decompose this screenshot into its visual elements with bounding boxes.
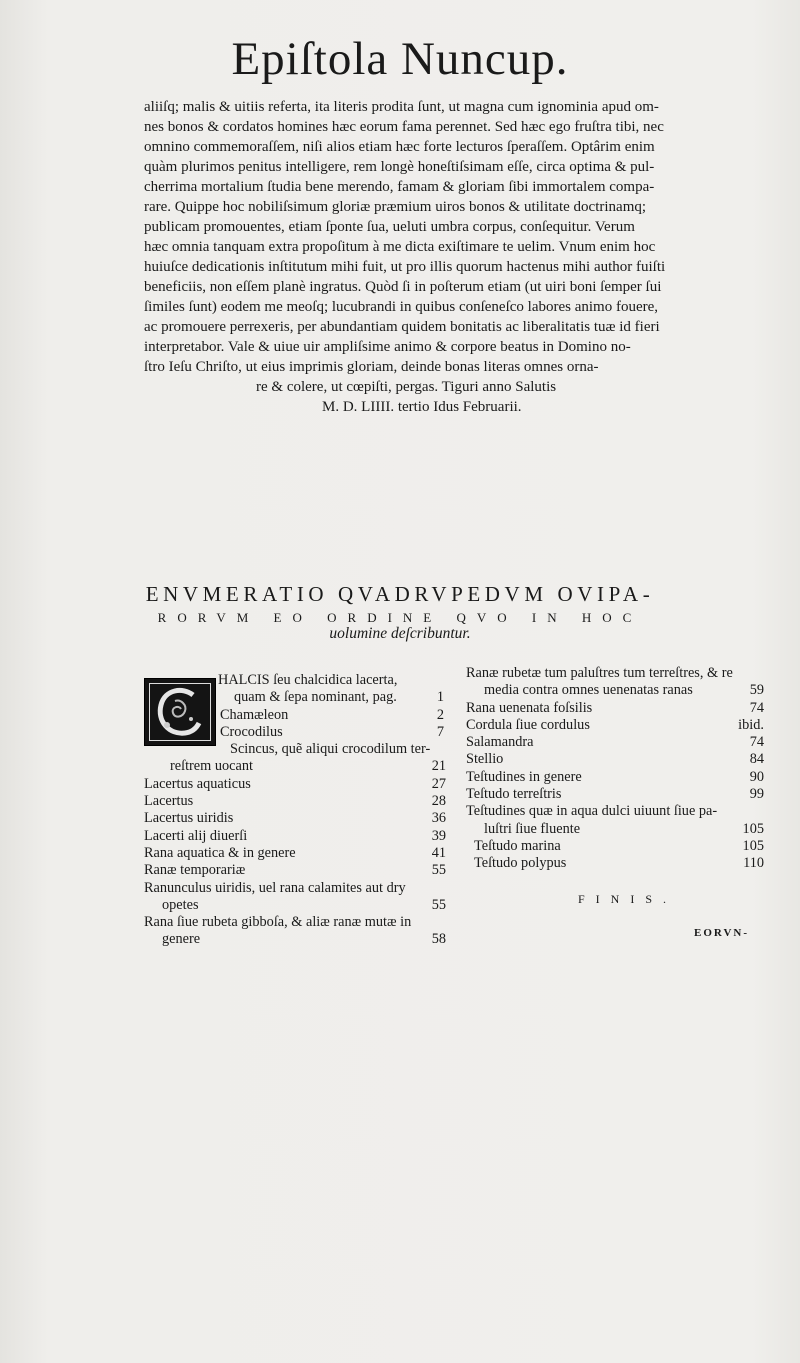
text-line: publicam promouentes, etiam ſponte ſua, ueluti umbra corpus, conſequitur. Verum (144, 219, 635, 235)
text-line: cherrima mortalium ſtudia bene merendo, famam & gloriam ſibi immortalem compa- (144, 179, 655, 195)
index-entry: media contra omnes uenenatas ranas 59 (484, 682, 764, 699)
index-column-left (144, 672, 450, 949)
text-line: hæc omnia tanquam extra propoſitum à me dicta exiſtimare te uelim. Vnum enim hoc (144, 239, 656, 255)
index-entry: HALCIS ſeu chalcidica lacerta, (218, 672, 398, 688)
index-entry: Teſtudines quæ in aqua dulci uiuunt ſiue pa- (466, 803, 718, 820)
enumeration-caption: uolumine deſcribuntur. (329, 625, 471, 642)
enumeration-subheading: RORVM EO ORDINE QVO IN HOC (157, 610, 643, 625)
index-column-right (466, 665, 764, 873)
index-entry: Salamandra 74 (466, 734, 764, 751)
index-entry: Teſtudo terreſtris 99 (466, 786, 764, 803)
index-entry: Ranæ temporariæ 55 (144, 862, 446, 879)
text-line: ſtro Ieſu Chriſto, ut eius imprimis gloriam, deinde bonas literas omnes orna- (144, 359, 599, 375)
index-entry: Cordula ſiue cordulus ibid. (466, 716, 764, 733)
enumeration-heading: ENVMERATIO QVADRVPEDVM OVIPA- (145, 582, 655, 606)
index-entry: Chamæleon 2 (220, 706, 444, 723)
page-title: Epiſtola Nuncup. (231, 33, 569, 85)
index-entry: opetes 55 (162, 896, 446, 913)
text-line: quàm plurimos penitus intelligere, rem longè honeſtiſsimam eſſe, circa optima & pul- (144, 159, 655, 175)
text-line: re & colere, ut cœpiſti, pergas. Tiguri anno Salutis (256, 379, 557, 395)
index-entry: Teſtudo marina 105 (474, 837, 764, 854)
text-line: beneficiis, non eſſem planè ingratus. Quòd ſi in poſterum etiam (ut uiri boni ſemper ſui (144, 279, 662, 295)
text-line: rare. Quippe hoc nobiliſsimum gloriæ præmium uiros bonos & utilitate doctrinamq; (144, 199, 647, 215)
index-entry: Teſtudines in genere 90 (466, 768, 764, 785)
index-entry: reſtrem uocant 21 (170, 758, 446, 775)
index-entry: Rana aquatica & in genere 41 (144, 844, 446, 861)
index-entry: quam & ſepa nominant, pag. 1 (234, 689, 444, 706)
text-line: ac promouere perrexeris, per abundantiam quidem bonitatis ac liberalitatis tuæ id fieri (144, 319, 660, 335)
index-entry: Lacerti alij diuerſi 39 (144, 827, 446, 844)
text-line: aliiſq; malis & uitiis referta, ita literis prodita ſunt, ut magna cum ignominia apud om- (144, 99, 659, 115)
date-line: M. D. LIIII. tertio Idus Februarii. (322, 399, 522, 415)
index-entry: Lacertus aquaticus 27 (144, 775, 446, 792)
index-entry: Stellio 84 (466, 751, 764, 768)
text-line: huiuſce dedicationis inſtitutum mihi fuit, ut pro illis quorum hactenus mihi author fuiſti (144, 259, 666, 275)
index-entry: genere 58 (162, 931, 446, 948)
text-line: ſimiles ſunt) eodem me meoſq; lucubrandi in quibus conſeneſco labores animo fouere, (144, 299, 659, 315)
text-line: interpretabor. Vale & uiue uir ampliſsime animo & corpore beatus in Domino no- (144, 339, 631, 355)
index-entry: Lacertus 28 (144, 793, 446, 810)
text-line: nes bonos & cordatos homines hæc eorum fama perennet. Sed hæc ego fruſtra tibi, nec (144, 119, 664, 135)
index-entry: Lacertus uiridis 36 (144, 810, 446, 827)
finis-mark: FINIS. (578, 892, 678, 906)
catchword: EORVN- (694, 927, 750, 939)
text-line: omnino commemoraſſem, niſi alios etiam hæc forte lecturos ſperaſſem. Optârim enim (144, 139, 655, 155)
index-entry: Teſtudo polypus 110 (474, 855, 764, 872)
index-entry: Rana uenenata foſsilis 74 (466, 699, 764, 716)
index-entry: Scincus, quẽ aliqui crocodilum ter- (230, 741, 431, 758)
index-entry: Rana ſiue rubeta gibboſa, & aliæ ranæ mutæ in (144, 914, 412, 931)
index-entry: luſtri ſiue fluente 105 (484, 820, 764, 837)
index-entry: Ranunculus uiridis, uel rana calamites aut dry (144, 879, 406, 896)
index-entry: Crocodilus 7 (220, 723, 444, 740)
index-entry: Ranæ rubetæ tum paluſtres tum terreſtres, & re (466, 665, 733, 681)
